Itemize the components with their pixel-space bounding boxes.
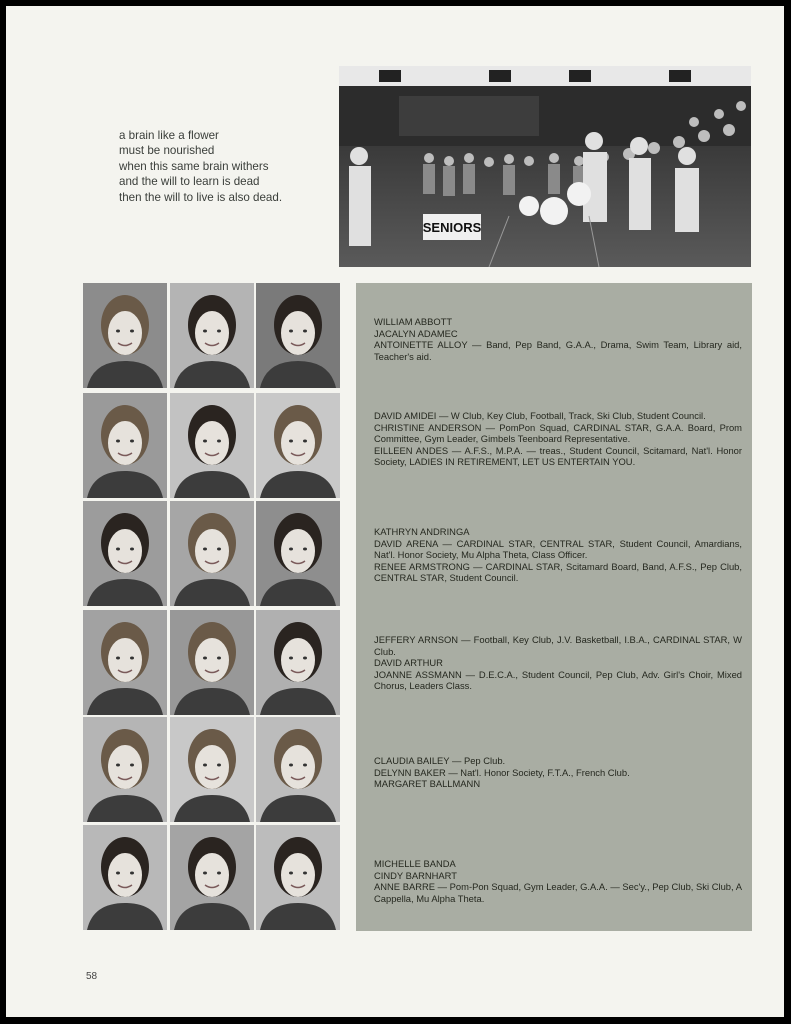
student-portrait (83, 717, 167, 822)
student-portrait (256, 717, 340, 822)
name-group (374, 526, 742, 584)
yearbook-page (6, 6, 784, 1017)
student-portrait (83, 393, 167, 498)
student-portrait (83, 283, 167, 388)
poem-line: a brain like a flower (119, 129, 219, 142)
student-portrait (170, 610, 254, 715)
student-entry: MARGARET BALLMANN (374, 778, 481, 790)
poem (119, 128, 282, 205)
student-portrait (83, 825, 167, 930)
student-portrait (170, 825, 254, 930)
student-entry: CLAUDIA BAILEY — Pep Club. (374, 755, 506, 766)
name-group (374, 755, 742, 790)
student-portrait (170, 283, 254, 388)
poem-line: when this same brain withers (119, 159, 269, 173)
student-entry: ANTOINETTE ALLOY — Band, Pep Band, G.A.A., Drama, Swim Team, Library aid, Teacher's aid. (374, 339, 742, 362)
student-portrait (256, 825, 340, 930)
student-portrait (170, 393, 254, 498)
poem-line: and the will to learn is dead (119, 175, 260, 189)
student-entry: JOANNE ASSMANN — D.E.C.A., Student Council, Pep Club, Adv. Girl's Choir, Mixed Chorus, Leaders Class. (374, 668, 742, 692)
name-group (374, 410, 742, 468)
student-portrait (256, 501, 340, 606)
pep-rally-photo (339, 66, 751, 267)
student-entry: DELYNN BAKER — Nat'l. Honor Society, F.T.A., French Club. (374, 766, 630, 778)
seniors-sign-text: SENIORS (422, 220, 482, 235)
student-entry: CHRISTINE ANDERSON — PomPon Squad, CARDINAL STAR, G.A.A. Board, Prom Committee, Gym Leader, Gimbels Teenboard Representative. (374, 421, 742, 445)
student-portrait (170, 501, 254, 606)
student-entry: ANNE BARRE — Pom-Pon Squad, Gym Leader, G.A.A. — Sec'y., Pep Club, Ski Club, A Cappella, Mu Alpha Theta. (374, 881, 742, 904)
student-portrait (256, 610, 340, 715)
names-panel (356, 283, 752, 931)
student-entry: DAVID ARENA — CARDINAL STAR, CENTRAL STAR, Student Council, Amardians, Nat'l. Honor Society, Mu Alpha Theta, Class Officer. (374, 537, 742, 561)
student-portrait (256, 393, 340, 498)
student-entry: KATHRYN ANDRINGA (374, 526, 470, 537)
name-group (374, 634, 742, 692)
student-entry: MICHELLE BANDA (374, 858, 456, 869)
student-entry: EILLEEN ANDES — A.F.S., M.P.A. — treas., Student Council, Scitamard, Nat'l. Honor Society, LADIES IN RETIREMENT, LET US ENTERTAIN YOU. (374, 444, 742, 468)
student-entry: DAVID ARTHUR (374, 657, 443, 669)
student-portrait (256, 283, 340, 388)
poem-line: must be nourished (119, 144, 215, 158)
student-portrait (83, 501, 167, 606)
student-entry: WILLIAM ABBOTT (374, 316, 453, 327)
student-entry: CINDY BARNHART (374, 869, 458, 881)
student-entry: JEFFERY ARNSON — Football, Key Club, J.V. Basketball, I.B.A., CARDINAL STAR, W Club. (374, 634, 742, 657)
student-entry: JACALYN ADAMEC (374, 327, 458, 339)
student-portrait (83, 610, 167, 715)
name-group (374, 316, 742, 362)
page-number: 58 (86, 971, 98, 982)
student-entry: RENEE ARMSTRONG — CARDINAL STAR, Scitamard Board, Band, A.F.S., Pep Club, CENTRAL STAR, Student Council. (374, 560, 742, 584)
student-portrait (170, 717, 254, 822)
student-entry: DAVID AMIDEI — W Club, Key Club, Football, Track, Ski Club, Student Council. (374, 410, 706, 421)
poem-line: then the will to live is also dead. (119, 190, 283, 204)
name-group (374, 858, 742, 904)
